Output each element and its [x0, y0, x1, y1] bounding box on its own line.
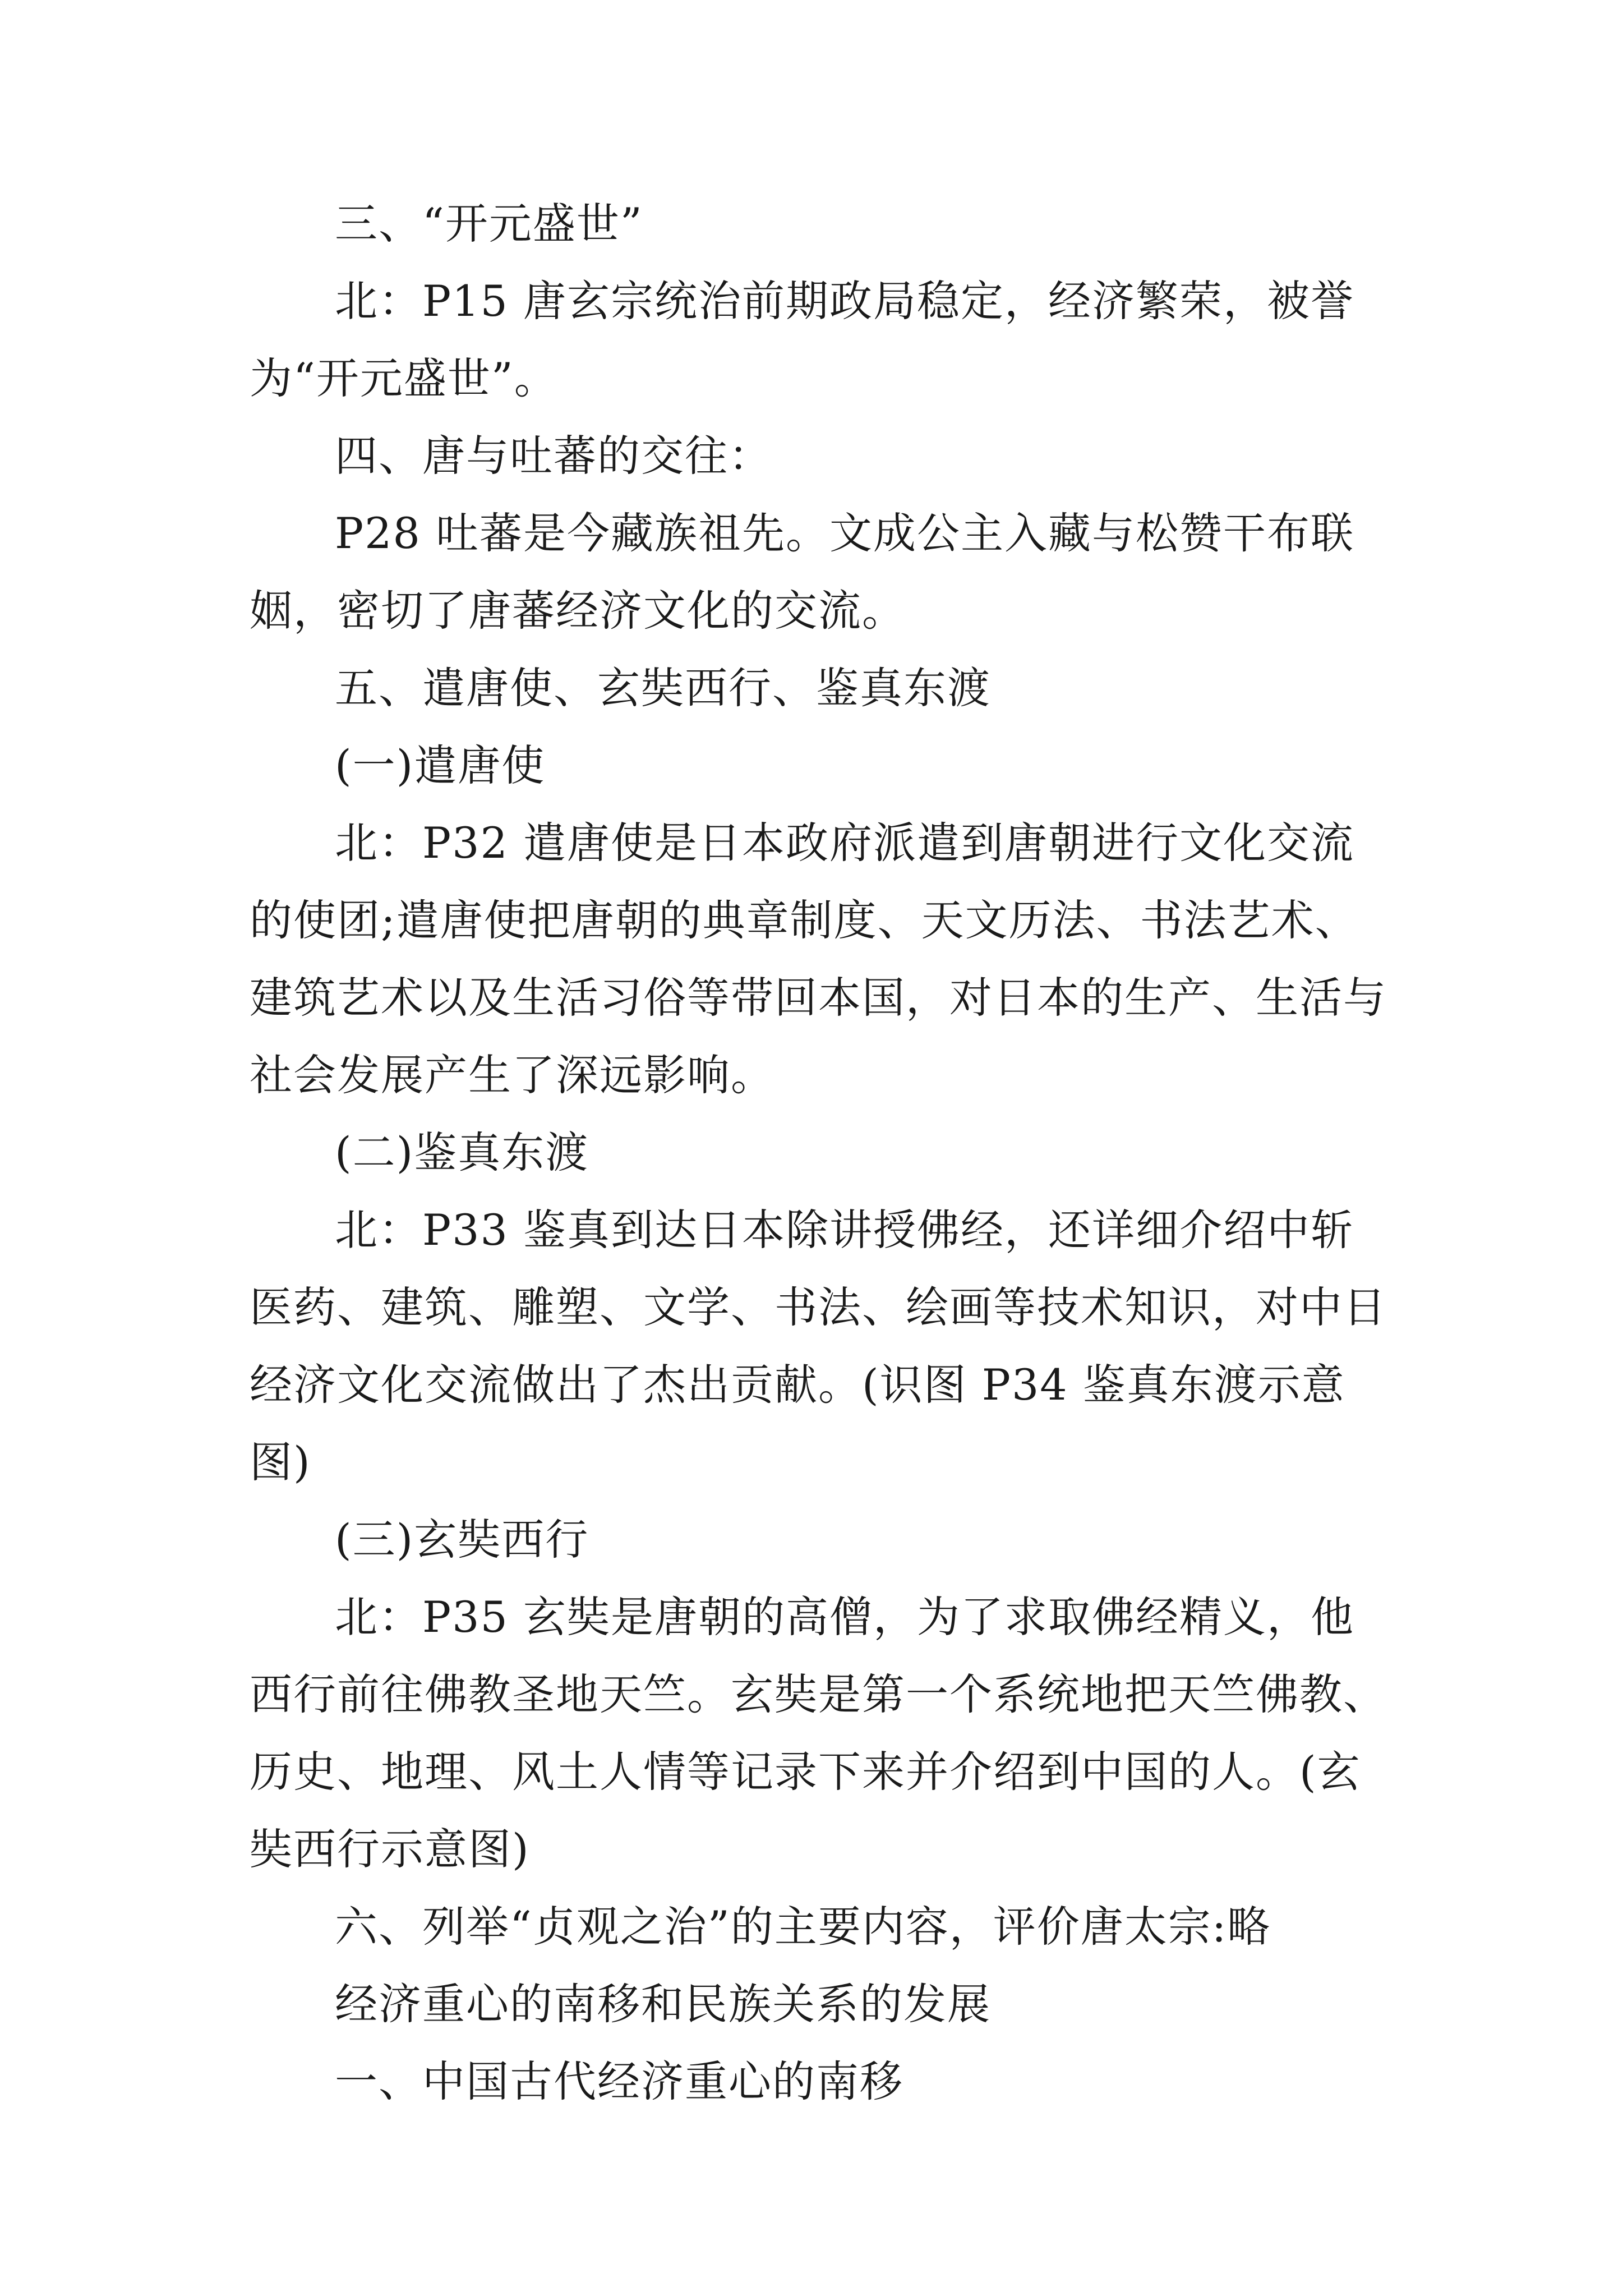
- paragraph-tubo: P28 吐蕃是今藏族祖先。文成公主入藏与松赞干布联姻，密切了唐蕃经济文化的交流。: [250, 508, 1355, 636]
- heading-economic-shift: 一、中国古代经济重心的南移: [335, 2056, 903, 2106]
- section-title-economy: 经济重心的南移和民族关系的发展: [335, 1979, 991, 2029]
- subheading-xuanzang: (三)玄奘西行: [335, 1515, 589, 1565]
- document-body: [250, 185, 1394, 2120]
- paragraph-qiantangshi: 北：P32 遣唐使是日本政府派遣到唐朝进行文化交流的使团;遣唐使把唐朝的典章制度、天文历法、书法艺术、建筑艺术以及生活习俗等带回本国，对日本的生产、生活与社会发展产生了深远影响。: [250, 818, 1387, 1100]
- heading-zhenguan: 六、列举“贞观之治”的主要内容，评价唐太宗:略: [335, 1902, 1271, 1952]
- paragraph-kaiyuan: 北：P15 唐玄宗统治前期政局稳定，经济繁荣，被誉为“开元盛世”。: [250, 276, 1355, 403]
- paragraph-xuanzang: 北：P35 玄奘是唐朝的高僧，为了求取佛经精义，他西行前往佛教圣地天竺。玄奘是第一个系统地把天竺佛教、历史、地理、风土人情等记录下来并介绍到中国的人。(玄奘西行示意图): [250, 1592, 1387, 1874]
- paragraph-jianzhen: 北：P33 鉴真到达日本除讲授佛经，还详细介绍中斩医药、建筑、雕塑、文学、书法、绘画等技术知识，对中日经济文化交流做出了杰出贡献。(识图 P34 鉴真东渡示意图): [250, 1205, 1387, 1487]
- heading-exchanges: 五、遣唐使、玄奘西行、鉴真东渡: [335, 663, 991, 713]
- heading-kaiyuan: 三、“开元盛世”: [335, 199, 643, 249]
- heading-tubo: 四、唐与吐蕃的交往：: [335, 431, 772, 481]
- subheading-qiantangshi: (一)遣唐使: [335, 740, 546, 790]
- subheading-jianzhen: (二)鉴真东渡: [335, 1128, 589, 1177]
